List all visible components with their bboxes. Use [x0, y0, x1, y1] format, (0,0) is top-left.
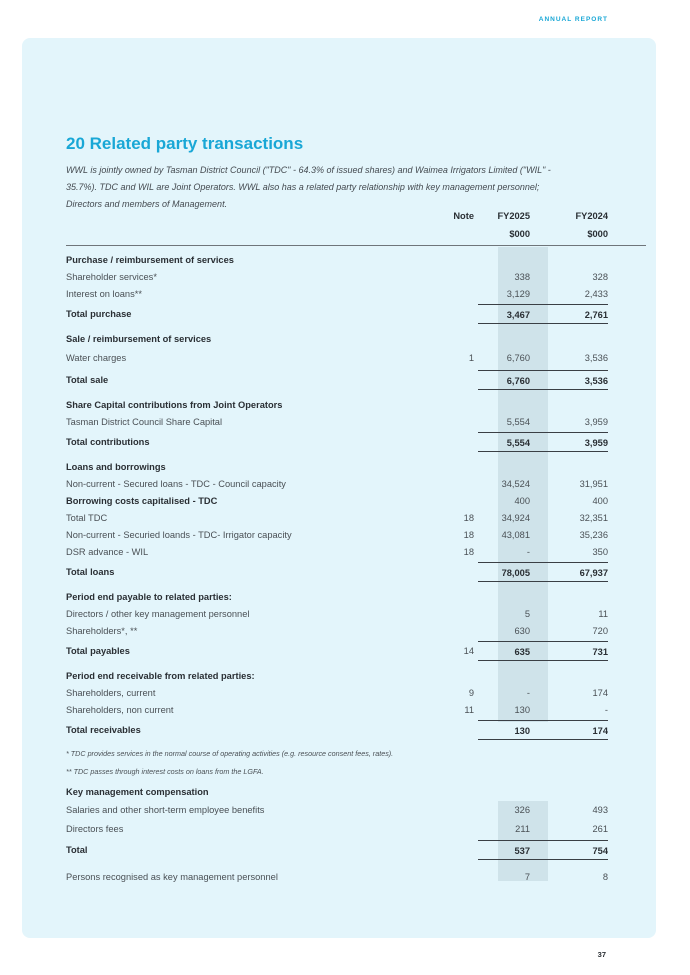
table-row: Shareholders, non current 11 130 -	[66, 705, 608, 715]
section-heading-capital: Share Capital contributions from Joint Operators	[66, 400, 283, 410]
column-header-fy2024: FY2024	[575, 211, 608, 221]
footnote-tdc-services: * TDC provides services in the normal course of operating activities (e.g. resource consent fees, rates).	[66, 749, 394, 758]
page-number: 37	[597, 950, 606, 959]
table-row: Directors / other key management personnel 5 11	[66, 609, 608, 619]
table-row: Shareholders, current 9 - 174	[66, 688, 608, 698]
table-row: Interest on loans** 3,129 2,433	[66, 289, 608, 299]
table-row: Directors fees 211 261	[66, 824, 608, 834]
table-row: DSR advance - WIL 18 - 350	[66, 547, 608, 557]
total-row-loans: Total loans 78,005 67,937	[66, 561, 646, 583]
total-row-payables: Total payables 14 635 731	[66, 640, 646, 662]
total-row-purchase: Total purchase 3,467 2,761	[66, 303, 646, 325]
table-row: Non-current - Securied loands - TDC- Irrigator capacity 18 43,081 35,236	[66, 530, 608, 540]
column-header-note: Note	[453, 211, 474, 221]
table-unit-row	[66, 226, 646, 246]
column-unit-fy2024: $000	[587, 229, 608, 239]
footnote-lgfa-interest: ** TDC passes through interest costs on loans from the LGFA.	[66, 767, 264, 776]
total-row-kmc: Total 537 754	[66, 839, 646, 861]
section-heading-receivables: Period end receivable from related parties:	[66, 671, 255, 681]
total-row-contributions: Total contributions 5,554 3,959	[66, 431, 646, 453]
total-row-sale: Total sale 6,760 3,536	[66, 369, 646, 391]
key-management-table	[66, 784, 646, 887]
section-heading-kmc: Key management compensation	[66, 787, 209, 797]
related-party-table	[66, 208, 646, 741]
total-row-receivables: Total receivables 130 174	[66, 719, 646, 741]
column-header-fy2025: FY2025	[497, 211, 530, 221]
table-row: Tasman District Council Share Capital 5,554 3,959	[66, 417, 608, 427]
section-heading-payables: Period end payable to related parties:	[66, 592, 232, 602]
table-row: Salaries and other short-term employee benefits 326 493	[66, 805, 608, 815]
table-row: Non-current - Secured loans - TDC - Council capacity 34,524 31,951	[66, 479, 608, 489]
section-heading-loans: Loans and borrowings	[66, 462, 166, 472]
table-row-persons: Persons recognised as key management personnel 7 8	[66, 872, 608, 882]
table-row: Total TDC 18 34,924 32,351	[66, 513, 608, 523]
section-heading-sale: Sale / reimbursement of services	[66, 334, 212, 344]
running-header: ANNUAL REPORT	[538, 16, 608, 23]
table-row: Shareholders*, ** 630 720	[66, 626, 608, 636]
table-row: Water charges 1 6,760 3,536	[66, 353, 608, 363]
section-title: 20 Related party transactions	[66, 134, 304, 153]
section-heading-purchase: Purchase / reimbursement of services	[66, 255, 234, 265]
table-row: Borrowing costs capitalised - TDC 400 400	[66, 496, 608, 506]
table-row: Shareholder services* 338 328	[66, 272, 608, 282]
table-header-row	[66, 208, 646, 226]
footnotes	[66, 745, 393, 781]
column-unit-fy2025: $000	[509, 229, 530, 239]
section-intro: WWL is jointly owned by Tasman District Council ("TDC" - 64.3% of issued shares) and Waimea Irrigators Limited ("WIL" - 35.7%). TDC and WIL are Joint Operators. WWL also has a related party relationship with key management personnel; Directors and members of Management.	[66, 165, 551, 209]
